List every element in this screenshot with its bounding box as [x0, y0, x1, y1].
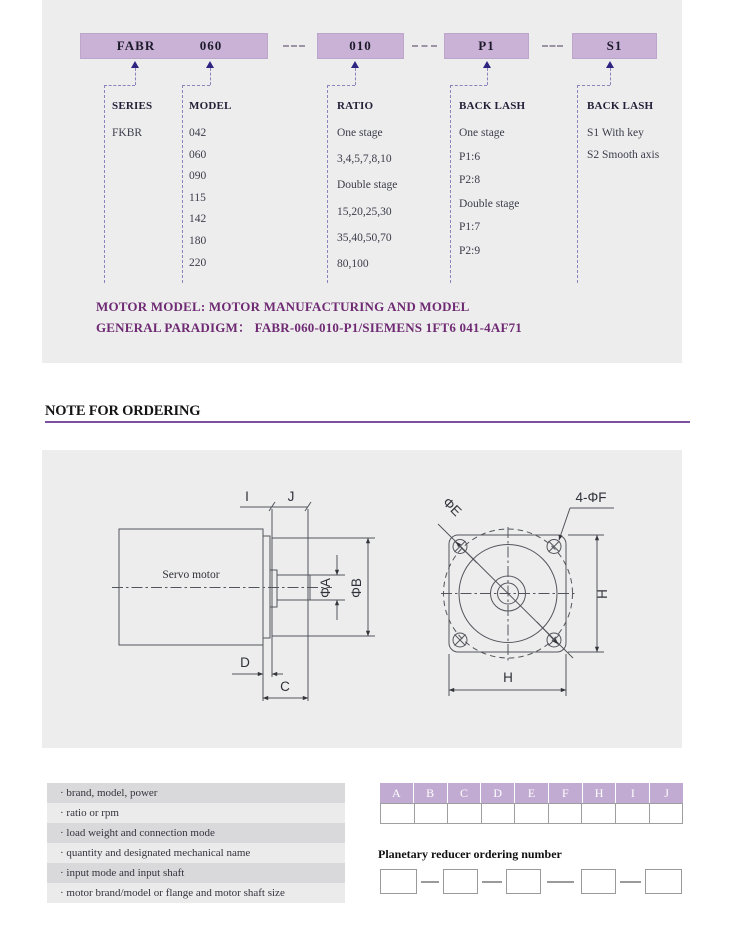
- ordering-number-label: Planetary reducer ordering number: [378, 847, 562, 861]
- arrow-stem: [135, 68, 136, 85]
- column-item: P1:6: [459, 150, 481, 163]
- column-item: 142: [189, 213, 207, 226]
- dim-cell-empty: [380, 803, 414, 824]
- up-arrow-icon: [131, 61, 139, 68]
- dim-cell-empty: [514, 803, 548, 824]
- dash-connector: [412, 45, 437, 47]
- column-item: S1 With key: [587, 127, 644, 139]
- dim-label-c: C: [280, 679, 290, 694]
- column-item: 090: [189, 170, 207, 183]
- dim-label-j: J: [287, 489, 295, 504]
- dim-label-i: I: [245, 489, 249, 504]
- column-guide-line: [577, 85, 578, 283]
- dim-label-phi-b: ΦB: [349, 578, 364, 598]
- dim-cell-empty: [615, 803, 649, 824]
- up-arrow-icon: [206, 61, 214, 68]
- column-item: P1:7: [459, 221, 481, 233]
- ordering-code-slot: [581, 869, 616, 894]
- dim-label-phi-a: ΦA: [318, 578, 333, 598]
- column-item: 15,20,25,30: [337, 205, 392, 218]
- ordering-code-slot: [645, 869, 682, 894]
- elbow-connector: [577, 85, 610, 86]
- column-item: P2:8: [459, 174, 481, 186]
- dim-col-header: E: [515, 783, 549, 803]
- dimension-table-body: [380, 803, 683, 824]
- column-item: Double stage: [337, 179, 398, 192]
- up-arrow-icon: [606, 61, 614, 68]
- dim-cell-empty: [581, 803, 615, 824]
- section-underline: [45, 421, 690, 423]
- column-series: [112, 100, 176, 149]
- column-item: 3,4,5,7,8,10: [337, 153, 392, 166]
- code-box-shaft: S1: [572, 33, 657, 59]
- column-shaft-type: [587, 100, 687, 171]
- section-title: NOTE FOR ORDERING: [45, 403, 201, 419]
- column-item: 220: [189, 256, 207, 269]
- elbow-connector: [182, 85, 210, 86]
- dim-col-header: F: [549, 783, 583, 803]
- column-backlash: [459, 100, 559, 268]
- column-item: 042: [189, 127, 207, 139]
- column-ratio: [337, 100, 437, 284]
- dim-col-header: A: [380, 783, 414, 803]
- note-item: · motor brand/model or flange and motor shaft size: [47, 883, 345, 903]
- dim-label-d: D: [240, 655, 250, 670]
- arrow-stem: [610, 68, 611, 85]
- arrow-stem: [355, 68, 356, 85]
- column-item: FKBR: [112, 127, 143, 139]
- dash-connector: [283, 45, 305, 47]
- dim-label-phi-e: ΦE: [439, 494, 465, 520]
- column-header: RATIO: [337, 100, 374, 112]
- column-header: BACK LASH: [459, 100, 526, 112]
- column-guide-line: [450, 85, 451, 283]
- code-model-value: 060: [199, 38, 223, 53]
- code-box-ratio: 010: [317, 33, 404, 59]
- arrow-stem: [487, 68, 488, 85]
- servo-motor-label: Servo motor: [162, 569, 220, 581]
- column-item: 180: [189, 234, 207, 247]
- column-item: 80,100: [337, 257, 369, 270]
- column-item: 060: [189, 148, 207, 161]
- elbow-connector: [450, 85, 487, 86]
- column-header: BACK LASH: [587, 100, 654, 112]
- dim-cell-empty: [447, 803, 481, 824]
- note-item: · input mode and input shaft: [47, 863, 345, 883]
- ordering-slot-connector: [482, 881, 502, 883]
- column-item: 115: [189, 191, 206, 204]
- column-header: MODEL: [189, 100, 232, 112]
- dim-col-header: D: [481, 783, 515, 803]
- dim-col-header: H: [583, 783, 617, 803]
- column-guide-line: [327, 85, 328, 283]
- dim-col-header: B: [414, 783, 448, 803]
- up-arrow-icon: [483, 61, 491, 68]
- column-item: P2:9: [459, 244, 481, 257]
- ordering-slot-connector: [547, 881, 574, 883]
- dimension-table-header: [380, 783, 683, 803]
- note-item: · brand, model, power: [47, 783, 345, 803]
- note-item: · quantity and designated mechanical name: [47, 843, 345, 863]
- ordering-slot-connector: [421, 881, 439, 883]
- dim-col-header: J: [650, 783, 683, 803]
- dim-cell-empty: [548, 803, 582, 824]
- elbow-connector: [327, 85, 355, 86]
- up-arrow-icon: [351, 61, 359, 68]
- code-box-backlash: P1: [444, 33, 529, 59]
- dim-col-header: C: [448, 783, 482, 803]
- ordering-code-slot: [443, 869, 478, 894]
- dim-col-header: I: [616, 783, 650, 803]
- column-item: 35,40,50,70: [337, 231, 392, 244]
- column-guide-line: [104, 85, 105, 283]
- column-item: Double stage: [459, 197, 520, 210]
- note-item: · ratio or rpm: [47, 803, 345, 823]
- dash-connector: [542, 45, 563, 47]
- reducer-dimension-drawing: [42, 450, 682, 748]
- dim-label-h-bottom: H: [503, 670, 513, 685]
- dim-label-4-phi-f: 4-ΦF: [575, 490, 607, 505]
- column-header: SERIES: [112, 100, 153, 112]
- dim-cell-empty: [649, 803, 684, 824]
- dim-cell-empty: [481, 803, 515, 824]
- column-guide-line: [182, 85, 183, 283]
- column-item: S2 Smooth axis: [587, 149, 660, 161]
- ordering-code-slot: [380, 869, 417, 894]
- note-item: · load weight and connection mode: [47, 823, 345, 843]
- dim-label-h-side: H: [595, 589, 610, 599]
- code-box-series-model: [80, 33, 268, 59]
- code-series-value: FABR: [116, 38, 156, 53]
- column-item: One stage: [337, 127, 383, 139]
- column-item: One stage: [459, 127, 505, 139]
- general-paradigm-note: GENERAL PARADIGM： FABR-060-010-P1/SIEMENS 1FT6 041-4AF71: [96, 320, 522, 335]
- column-model: [189, 100, 269, 278]
- ordering-code-slot: [506, 869, 541, 894]
- ordering-slot-connector: [620, 881, 641, 883]
- dim-cell-empty: [414, 803, 448, 824]
- motor-model-note: MOTOR MODEL: MOTOR MANUFACTURING AND MODEL: [96, 299, 470, 314]
- arrow-stem: [210, 68, 211, 85]
- elbow-connector: [104, 85, 135, 86]
